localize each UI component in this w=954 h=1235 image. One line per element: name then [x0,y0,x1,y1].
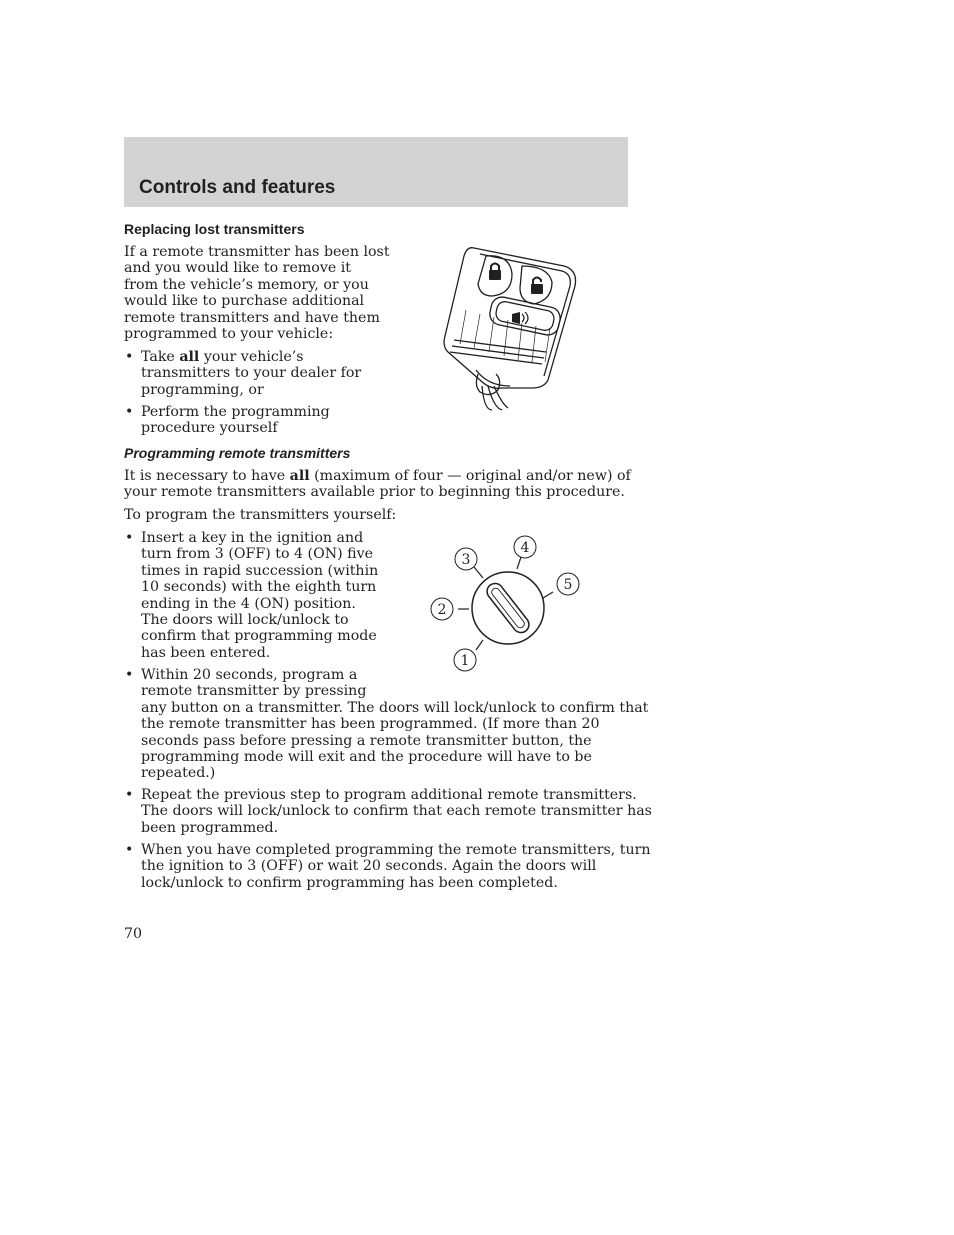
bullet-insert-key: • Insert a key in the ignition and turn from 3 (OFF) to 4 (ON) five times in rapid succession (within 10 seconds) with the eighth turn ending in the 4 (ON) position. The doors will lock/unlock to confirm that programming mode has been entered. [124,530,378,661]
heading-replacing-lost-transmitters: Replacing lost transmitters [124,221,305,237]
requirement-paragraph: It is necessary to have all (maximum of four — original and/or new) of your remote transmitters available prior to beginning this procedure. [124,468,631,501]
section-header-band [124,137,628,207]
ignition-position-2-label: 2 [437,602,447,618]
intro-paragraph: If a remote transmitter has been lost and you would like to remove it from the vehicle’s memory, or you would like to purchase additional remote transmitters and have them programmed to your vehicle: [124,244,390,343]
ignition-positions-diagram [425,530,590,680]
ignition-position-4-label: 4 [520,540,530,556]
bullet-complete-programming: • When you have completed programming the remote transmitters, turn the ignition to 3 (OFF) or wait 20 seconds. Again the doors will lock/unlock to confirm programming has been completed. [124,842,651,891]
bullet-repeat-step: • Repeat the previous step to program additional remote transmitters. The doors will lock/unlock to confirm that each remote transmitter has been programmed. [124,787,652,836]
panic-horn-icon [512,312,528,324]
page-title: Controls and features [139,177,336,198]
bullet-perform-procedure: • Perform the programming procedure yourself [124,404,330,437]
unlock-icon [531,278,543,295]
ignition-position-3-label: 3 [461,552,471,568]
bullet-program-within-20-seconds: • Within 20 seconds, program a remote transmitter by pressing any button on a transmitter. The doors will lock/unlock to confirm that the remote transmitter has been programmed. (If more than 20 seconds pass before pressing a remote transmitter button, the programming mode will exit and the procedure will have to be repeated.) [124,667,648,782]
ignition-position-1-label: 1 [460,653,470,669]
bullet-take-all-transmitters: • Take all your vehicle’s transmitters to your dealer for programming, or [124,349,361,398]
heading-programming-remote-transmitters: Programming remote transmitters [124,445,351,461]
ignition-position-5-label: 5 [563,577,573,593]
instructions-intro: To program the transmitters yourself: [124,507,397,523]
remote-transmitter-icon [440,240,582,415]
lock-icon [489,264,501,281]
page-number: 70 [124,926,143,942]
ignition-switch-icon [472,572,544,644]
